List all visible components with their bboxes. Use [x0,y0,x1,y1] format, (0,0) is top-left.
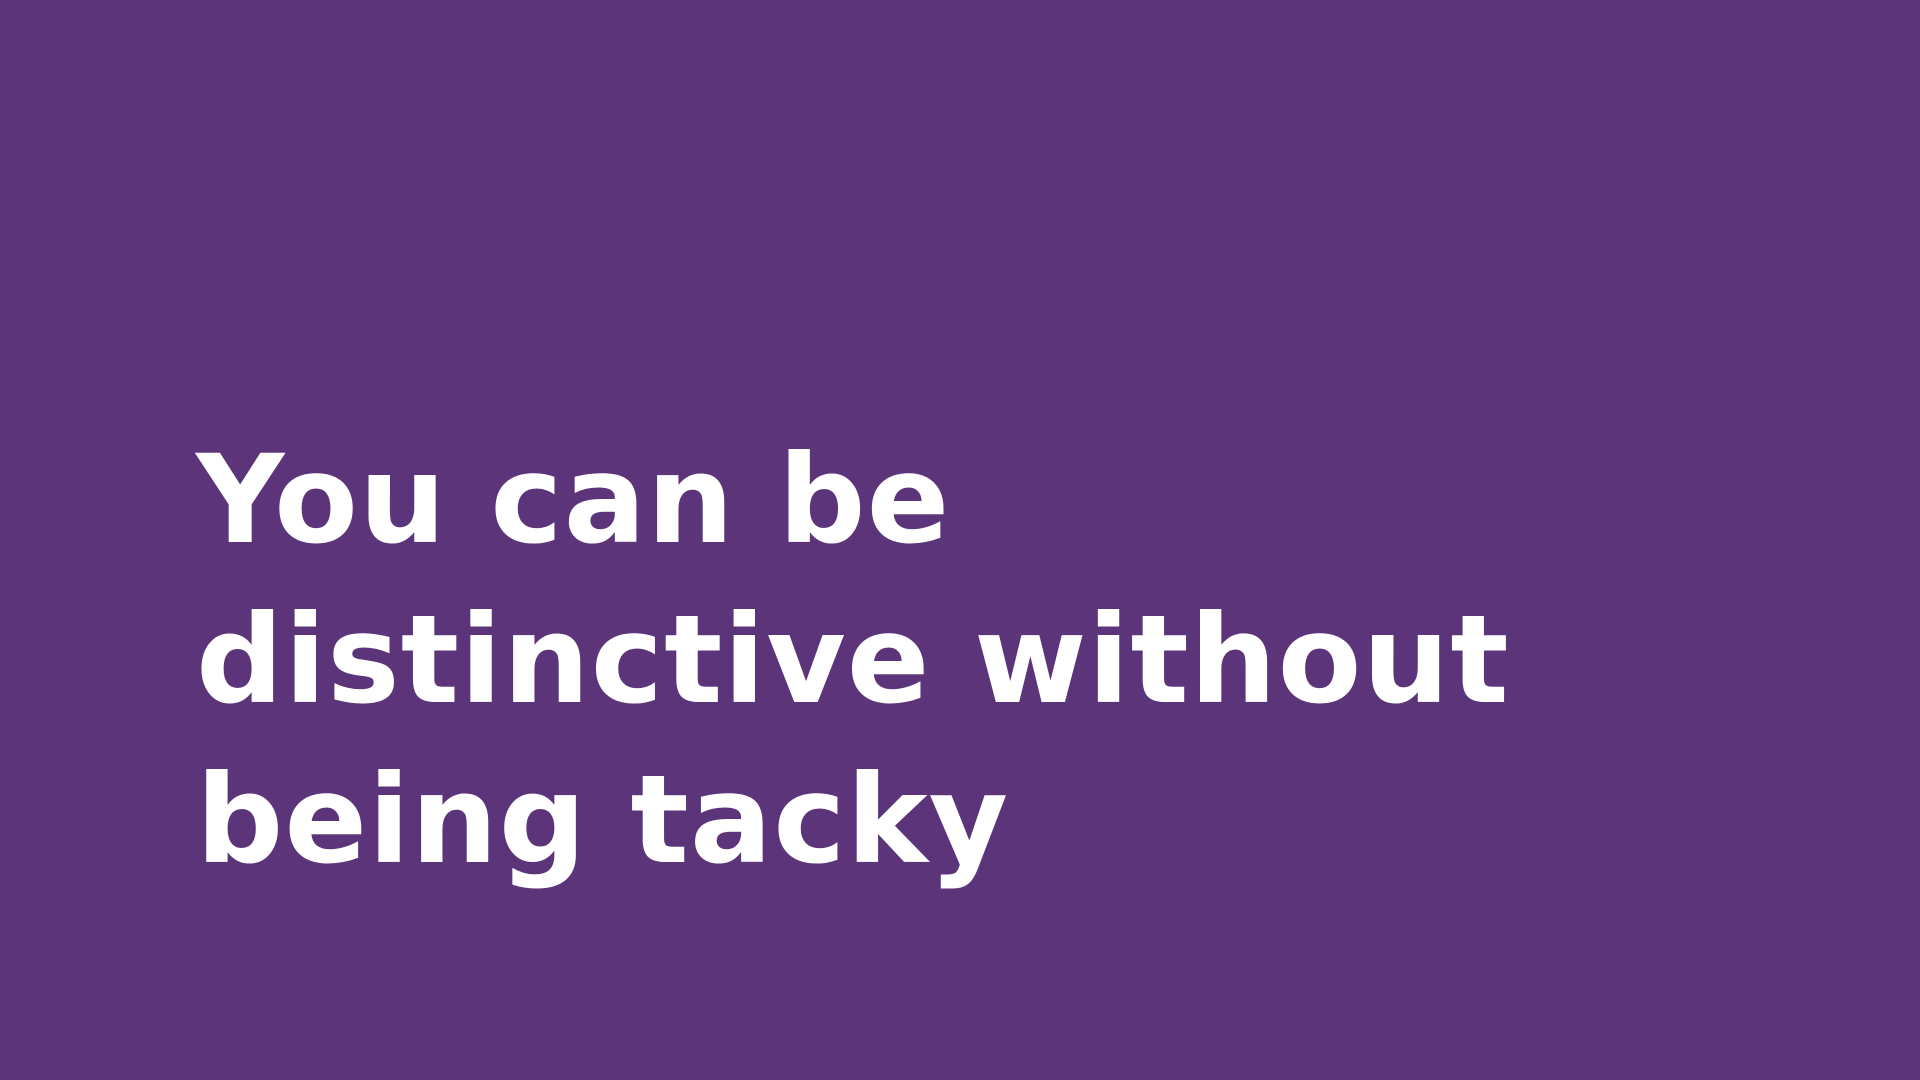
headline-line-1: You can be [196,429,951,571]
headline [196,420,1836,900]
headline-line-3: being tacky [196,749,1010,891]
headline-line-2: distinctive without [196,589,1510,731]
